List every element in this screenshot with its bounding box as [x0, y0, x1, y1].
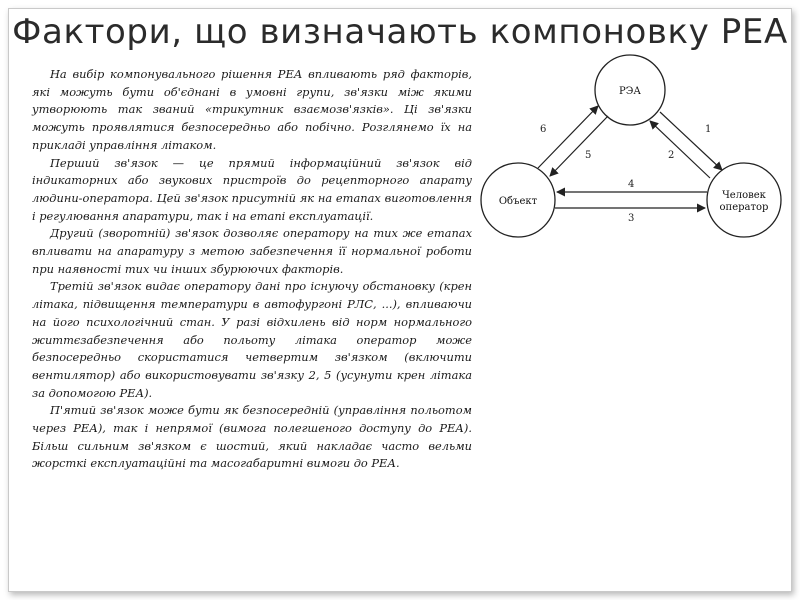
paragraph-first-link: Перший зв'язок — це прямий інформаційний зв'язок від індикаторних або звукових пристроїв до рецепторного апарату людини-оператора. Цей зв'язок присутній як на етапах виготовлення і регулювання апаратури, так і на етапі експлуатації. [32, 155, 472, 223]
node-operator [707, 163, 781, 237]
node-rea-label: РЭА [619, 86, 641, 97]
node-object [481, 163, 555, 237]
slide-title: Фактори, що визначають компоновку РЕА [12, 12, 788, 52]
node-object-label: Объект [498, 196, 538, 207]
paragraph-fifth-sixth-link: П'ятий зв'язок може бути як безпосередній (управління польотом через РЕА), так і непрямої (вимога полегшеного доступу до РЕА). Більш сильним зв'язком є шостий, який накладає часто вельми жорсткі експлуатаційні та масогабаритні вимоги до РЕА. [32, 403, 472, 471]
edge-5-label: 5 [585, 150, 592, 161]
edge-6-label: 6 [540, 124, 547, 135]
edge-2-arrow [650, 121, 710, 178]
node-operator-label-line1: Человек [722, 190, 766, 201]
edge-4-label: 4 [628, 179, 635, 190]
edge-3-label: 3 [628, 213, 635, 224]
edge-1-label: 1 [705, 124, 712, 135]
edge-1-arrow [660, 112, 722, 170]
paragraph-second-link: Другий (зворотній) зв'язок дозволяє оператору на тих же етапах впливати на апаратуру з метою забезпечення її нормальної роботи при наявності тих чи інших збурюючих факторів. [32, 226, 472, 276]
node-rea [595, 55, 665, 125]
body-text [32, 66, 472, 473]
paragraph-third-link: Третій зв'язок видає оператору дані про існуючу обстановку (крен літака, підвищення температури в автофургоні РЛС, ...), впливаючи на його психологічний стан. У разі відхилень від норм нормального життєзабезпечення або польоту літака оператор може безпосередньо скористатися четвертим зв'язком (включити вентилятор) або використовувати зв'язку 2, 5 (усунути крен літака за допомогою РЕА). [32, 279, 472, 400]
paragraph-intro: На вибір компонувального рішення РЕА впливають ряд факторів, які можуть бути об'єднані в умовні групи, зв'язки між якими утворюють так званий «трикутник взаємозв'язків». Ці зв'язки можуть проявлятися безпосередньо або побічно. Розглянемо їх на прикладі управління літаком. [32, 67, 472, 152]
interaction-triangle-diagram [474, 52, 792, 262]
node-operator-label-line2: оператор [719, 202, 769, 213]
edge-2-label: 2 [668, 150, 675, 161]
